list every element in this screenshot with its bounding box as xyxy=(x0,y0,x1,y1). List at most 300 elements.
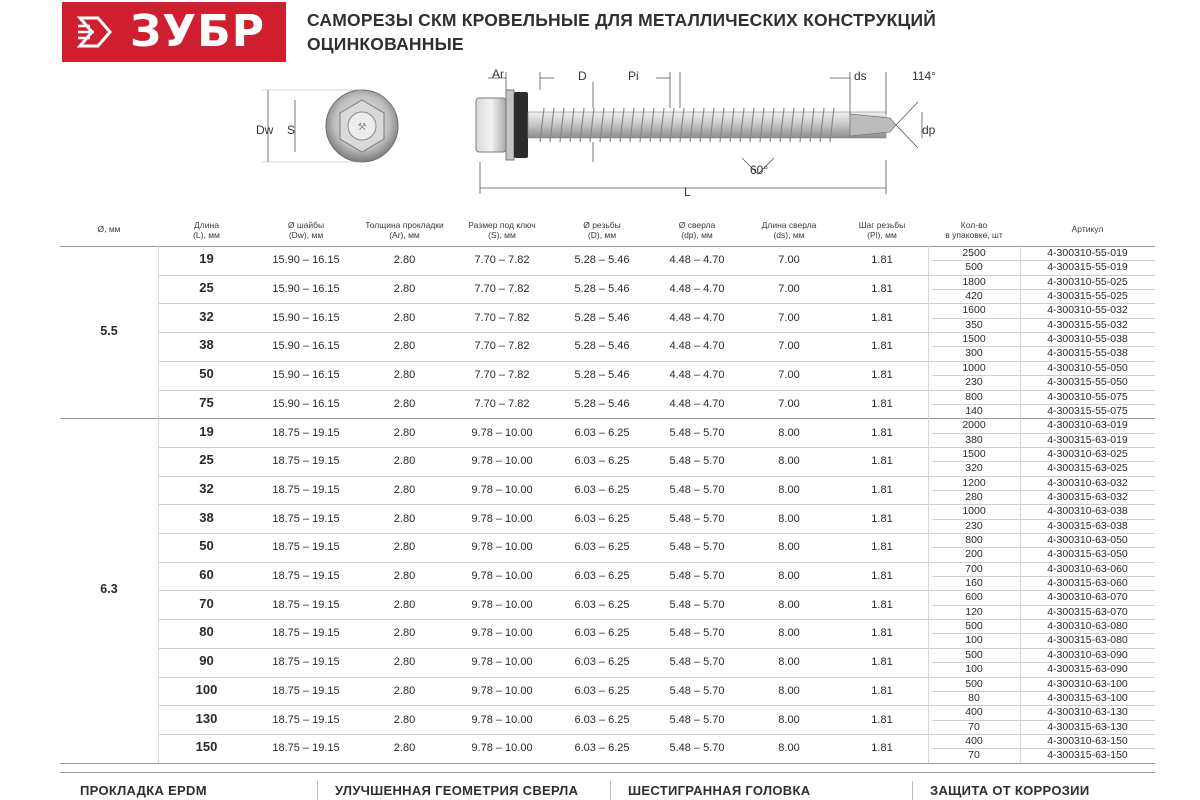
sku-cell: 4-300310-63-130 xyxy=(1047,706,1128,719)
drill-diameter-cell: 5.48 – 5.70 xyxy=(669,742,725,755)
row-divider xyxy=(932,691,1155,692)
column-header xyxy=(928,220,1020,240)
drill-diameter-cell: 5.48 – 5.70 xyxy=(669,713,725,726)
pack-qty-cell: 320 xyxy=(965,462,983,475)
washer-diameter-cell: 15.90 – 16.15 xyxy=(272,340,340,353)
washer-diameter-cell: 18.75 – 19.15 xyxy=(272,742,340,755)
drill-diameter-cell: 4.48 – 4.70 xyxy=(669,369,725,382)
sku-cell: 4-300310-63-100 xyxy=(1047,677,1128,690)
pack-qty-cell: 1600 xyxy=(962,304,986,317)
gasket-thickness-cell: 2.80 xyxy=(393,483,416,496)
drill-length-cell: 7.00 xyxy=(778,340,800,353)
thread-pitch-cell: 1.81 xyxy=(871,369,893,382)
column-divider xyxy=(928,246,929,763)
pack-qty-cell: 1800 xyxy=(962,275,986,288)
label-s: S xyxy=(287,123,296,137)
column-header-line-1: Толщина прокладки xyxy=(365,220,444,230)
feature-label: УЛУЧШЕННАЯ ГЕОМЕТРИЯ СВЕРЛА xyxy=(335,783,579,798)
thread-diameter-cell: 6.03 – 6.25 xyxy=(574,570,630,583)
pack-qty-cell: 500 xyxy=(965,677,983,690)
washer-diameter-cell: 15.90 – 16.15 xyxy=(272,283,340,296)
pack-qty-cell: 400 xyxy=(965,706,983,719)
drill-length-cell: 8.00 xyxy=(778,483,800,496)
table-header xyxy=(60,216,1155,246)
wrench-size-cell: 7.70 – 7.82 xyxy=(474,340,530,353)
feature-bar xyxy=(60,772,1155,800)
sku-cell: 4-300310-63-025 xyxy=(1047,447,1128,460)
length-cell: 25 xyxy=(199,280,214,296)
thread-diameter-cell: 6.03 – 6.25 xyxy=(574,483,630,496)
thread-diameter-cell: 5.28 – 5.46 xyxy=(574,397,630,410)
wrench-size-cell: 7.70 – 7.82 xyxy=(474,254,530,267)
wrench-size-cell: 7.70 – 7.82 xyxy=(474,311,530,324)
column-header-line-2: (Dw), мм xyxy=(288,230,324,240)
diameter-cell: 5.5 xyxy=(100,324,118,339)
column-header-line-2: в упаковке, шт xyxy=(945,230,1003,240)
sku-cell: 4-300315-63-130 xyxy=(1047,720,1128,733)
pack-qty-cell: 70 xyxy=(968,720,980,733)
length-cell: 19 xyxy=(199,251,214,267)
drill-length-cell: 8.00 xyxy=(778,684,800,697)
column-header-line-2: (S), мм xyxy=(488,230,516,240)
wrench-size-cell: 7.70 – 7.82 xyxy=(474,283,530,296)
column-header xyxy=(158,220,255,240)
gasket-thickness-cell: 2.80 xyxy=(393,455,416,468)
drill-diameter-cell: 4.48 – 4.70 xyxy=(669,283,725,296)
length-cell: 19 xyxy=(199,423,214,439)
length-cell: 38 xyxy=(199,509,214,525)
drill-diameter-cell: 5.48 – 5.70 xyxy=(669,598,725,611)
wrench-size-cell: 9.78 – 10.00 xyxy=(471,713,533,726)
wrench-size-cell: 9.78 – 10.00 xyxy=(471,684,533,697)
gasket-thickness-cell: 2.80 xyxy=(393,283,416,296)
wrench-size-cell: 7.70 – 7.82 xyxy=(474,369,530,382)
column-header-line-1: Ø резьбы xyxy=(583,220,621,230)
sku-cell: 4-300315-63-050 xyxy=(1047,548,1128,561)
drill-length-cell: 8.00 xyxy=(778,455,800,468)
drill-diameter-cell: 5.48 – 5.70 xyxy=(669,684,725,697)
svg-text:⚒: ⚒ xyxy=(357,122,367,133)
column-divider xyxy=(1020,246,1021,763)
label-d: D xyxy=(578,69,587,83)
pack-qty-cell: 500 xyxy=(965,648,983,661)
pack-qty-cell: 200 xyxy=(965,548,983,561)
sku-cell: 4-300310-63-150 xyxy=(1047,734,1128,747)
thread-pitch-cell: 1.81 xyxy=(871,455,893,468)
wrench-size-cell: 9.78 – 10.00 xyxy=(471,426,533,439)
pack-qty-cell: 300 xyxy=(965,347,983,360)
sku-cell: 4-300310-63-032 xyxy=(1047,476,1128,489)
pack-qty-cell: 100 xyxy=(965,634,983,647)
length-cell: 38 xyxy=(199,337,214,353)
sku-cell: 4-300310-63-060 xyxy=(1047,562,1128,575)
column-header-line-1: Ø сверла xyxy=(678,220,716,230)
label-angle-tip: 114° xyxy=(912,69,936,83)
sku-cell: 4-300310-63-090 xyxy=(1047,648,1128,661)
length-cell: 80 xyxy=(199,624,214,640)
sku-cell: 4-300315-63-060 xyxy=(1047,577,1128,590)
label-dw: Dw xyxy=(256,123,274,137)
thread-pitch-cell: 1.81 xyxy=(871,627,893,640)
drill-length-cell: 8.00 xyxy=(778,598,800,611)
column-header-line-1: Длина xyxy=(194,220,219,230)
gasket-thickness-cell: 2.80 xyxy=(393,311,416,324)
feature-divider xyxy=(610,781,611,800)
row-divider xyxy=(932,433,1155,434)
gasket-thickness-cell: 2.80 xyxy=(393,512,416,525)
gasket-thickness-cell: 2.80 xyxy=(393,656,416,669)
pack-qty-cell: 2000 xyxy=(962,419,986,432)
drill-diameter-cell: 4.48 – 4.70 xyxy=(669,311,725,324)
pack-qty-cell: 70 xyxy=(968,749,980,762)
drill-diameter-cell: 5.48 – 5.70 xyxy=(669,483,725,496)
row-divider xyxy=(932,289,1155,290)
washer-diameter-cell: 15.90 – 16.15 xyxy=(272,311,340,324)
length-cell: 32 xyxy=(199,480,214,496)
thread-diameter-cell: 6.03 – 6.25 xyxy=(574,426,630,439)
pack-qty-cell: 1000 xyxy=(962,505,986,518)
sku-cell: 4-300315-63-070 xyxy=(1047,605,1128,618)
drill-length-cell: 8.00 xyxy=(778,656,800,669)
wrench-size-cell: 9.78 – 10.00 xyxy=(471,570,533,583)
column-header-line-1: Артикул xyxy=(1071,224,1104,234)
title-line-2: ОЦИНКОВАННЫЕ xyxy=(307,34,464,54)
label-dp: dp xyxy=(922,123,936,137)
column-header xyxy=(357,220,452,240)
row-divider xyxy=(932,318,1155,319)
thread-pitch-cell: 1.81 xyxy=(871,570,893,583)
column-header xyxy=(652,220,742,240)
thread-pitch-cell: 1.81 xyxy=(871,742,893,755)
gasket-thickness-cell: 2.80 xyxy=(393,627,416,640)
pack-qty-cell: 380 xyxy=(965,433,983,446)
screw-side-view xyxy=(476,90,896,160)
gasket-thickness-cell: 2.80 xyxy=(393,541,416,554)
wrench-size-cell: 9.78 – 10.00 xyxy=(471,512,533,525)
thread-diameter-cell: 5.28 – 5.46 xyxy=(574,340,630,353)
sku-cell: 4-300310-63-019 xyxy=(1047,419,1128,432)
washer-diameter-cell: 18.75 – 19.15 xyxy=(272,512,340,525)
thread-pitch-cell: 1.81 xyxy=(871,713,893,726)
sku-cell: 4-300315-63-025 xyxy=(1047,462,1128,475)
drill-diameter-cell: 5.48 – 5.70 xyxy=(669,455,725,468)
length-cell: 32 xyxy=(199,308,214,324)
thread-pitch-cell: 1.81 xyxy=(871,397,893,410)
thread-pitch-cell: 1.81 xyxy=(871,598,893,611)
sku-cell: 4-300315-63-090 xyxy=(1047,663,1128,676)
column-header xyxy=(836,220,928,240)
drill-length-cell: 7.00 xyxy=(778,254,800,267)
feature-divider xyxy=(317,781,318,800)
thread-diameter-cell: 6.03 – 6.25 xyxy=(574,742,630,755)
gasket-thickness-cell: 2.80 xyxy=(393,369,416,382)
drill-length-cell: 8.00 xyxy=(778,426,800,439)
length-cell: 60 xyxy=(199,567,214,583)
column-header-line-1: Кол-во xyxy=(960,220,988,230)
drill-length-cell: 7.00 xyxy=(778,311,800,324)
length-cell: 50 xyxy=(199,366,214,382)
length-cell: 70 xyxy=(199,595,214,611)
washer-diameter-cell: 15.90 – 16.15 xyxy=(272,254,340,267)
row-divider xyxy=(932,260,1155,261)
drill-diameter-cell: 5.48 – 5.70 xyxy=(669,426,725,439)
column-header-line-2: (Pi), мм xyxy=(867,230,897,240)
drill-length-cell: 7.00 xyxy=(778,397,800,410)
washer-diameter-cell: 18.75 – 19.15 xyxy=(272,656,340,669)
thread-pitch-cell: 1.81 xyxy=(871,311,893,324)
sku-cell: 4-300315-63-150 xyxy=(1047,749,1128,762)
pack-qty-cell: 600 xyxy=(965,591,983,604)
column-header xyxy=(452,220,552,240)
thread-diameter-cell: 6.03 – 6.25 xyxy=(574,656,630,669)
column-header-line-1: Ø шайбы xyxy=(287,220,325,230)
feature-divider xyxy=(912,781,913,800)
column-header xyxy=(1020,224,1155,234)
drill-length-cell: 8.00 xyxy=(778,627,800,640)
row-divider xyxy=(932,346,1155,347)
column-header-line-2: (D), мм xyxy=(587,230,617,240)
row-divider xyxy=(932,490,1155,491)
row-divider xyxy=(932,404,1155,405)
wrench-size-cell: 7.70 – 7.82 xyxy=(474,397,530,410)
label-ds: ds xyxy=(854,69,867,83)
pack-qty-cell: 160 xyxy=(965,577,983,590)
label-angle-thread: 60° xyxy=(750,163,769,177)
sku-cell: 4-300310-55-032 xyxy=(1047,304,1128,317)
washer-diameter-cell: 18.75 – 19.15 xyxy=(272,483,340,496)
length-cell: 90 xyxy=(199,653,214,669)
row-divider xyxy=(932,720,1155,721)
wrench-size-cell: 9.78 – 10.00 xyxy=(471,455,533,468)
pack-qty-cell: 400 xyxy=(965,734,983,747)
brand-chevron-icon xyxy=(76,12,120,52)
washer-diameter-cell: 18.75 – 19.15 xyxy=(272,713,340,726)
sku-cell: 4-300315-63-100 xyxy=(1047,691,1128,704)
sku-cell: 4-300315-55-032 xyxy=(1047,318,1128,331)
washer-diameter-cell: 18.75 – 19.15 xyxy=(272,627,340,640)
label-l: L xyxy=(684,185,691,199)
column-header-line-1: Шаг резьбы xyxy=(858,220,906,230)
row-divider xyxy=(932,748,1155,749)
thread-diameter-cell: 5.28 – 5.46 xyxy=(574,369,630,382)
row-divider xyxy=(932,633,1155,634)
gasket-thickness-cell: 2.80 xyxy=(393,570,416,583)
washer-diameter-cell: 18.75 – 19.15 xyxy=(272,570,340,583)
pack-qty-cell: 230 xyxy=(965,376,983,389)
sku-cell: 4-300315-55-075 xyxy=(1047,404,1128,417)
length-cell: 150 xyxy=(195,739,218,755)
pack-qty-cell: 500 xyxy=(965,620,983,633)
washer-diameter-cell: 15.90 – 16.15 xyxy=(272,369,340,382)
gasket-thickness-cell: 2.80 xyxy=(393,684,416,697)
thread-pitch-cell: 1.81 xyxy=(871,340,893,353)
sku-cell: 4-300315-63-032 xyxy=(1047,490,1128,503)
thread-diameter-cell: 6.03 – 6.25 xyxy=(574,684,630,697)
drill-length-cell: 7.00 xyxy=(778,283,800,296)
thread-pitch-cell: 1.81 xyxy=(871,254,893,267)
drill-length-cell: 8.00 xyxy=(778,742,800,755)
sku-cell: 4-300310-63-038 xyxy=(1047,505,1128,518)
pack-qty-cell: 800 xyxy=(965,534,983,546)
column-header-line-1: Ø, мм xyxy=(97,224,121,234)
thread-diameter-cell: 6.03 – 6.25 xyxy=(574,512,630,525)
pack-qty-cell: 2500 xyxy=(962,247,986,259)
gasket-thickness-cell: 2.80 xyxy=(393,713,416,726)
length-cell: 25 xyxy=(199,452,214,468)
pack-qty-cell: 80 xyxy=(968,691,980,704)
feature-label: ЗАЩИТА ОТ КОРРОЗИИ xyxy=(930,783,1090,798)
sku-cell: 4-300310-55-025 xyxy=(1047,275,1128,288)
label-pi: Pi xyxy=(628,69,639,83)
column-header xyxy=(255,220,357,240)
label-ar: Ar xyxy=(492,67,504,81)
drill-length-cell: 8.00 xyxy=(778,512,800,525)
sku-cell: 4-300310-55-050 xyxy=(1047,361,1128,374)
thread-pitch-cell: 1.81 xyxy=(871,512,893,525)
screw-drawing xyxy=(250,62,970,212)
gasket-thickness-cell: 2.80 xyxy=(393,397,416,410)
pack-qty-cell: 1200 xyxy=(962,476,986,489)
brand-logo xyxy=(62,2,286,62)
pack-qty-cell: 420 xyxy=(965,290,983,303)
thread-diameter-cell: 6.03 – 6.25 xyxy=(574,713,630,726)
sku-cell: 4-300315-63-019 xyxy=(1047,433,1128,446)
gasket-thickness-cell: 2.80 xyxy=(393,340,416,353)
thread-pitch-cell: 1.81 xyxy=(871,684,893,697)
sku-cell: 4-300315-55-025 xyxy=(1047,290,1128,303)
title-line-1: САМОРЕЗЫ СКМ КРОВЕЛЬНЫЕ ДЛЯ МЕТАЛЛИЧЕСКИХ КОНСТРУКЦИЙ xyxy=(307,10,937,30)
drill-length-cell: 8.00 xyxy=(778,713,800,726)
wrench-size-cell: 9.78 – 10.00 xyxy=(471,742,533,755)
column-header-line-1: Длина сверла xyxy=(761,220,817,230)
sku-cell: 4-300310-55-075 xyxy=(1047,390,1128,403)
washer-diameter-cell: 15.90 – 16.15 xyxy=(272,397,340,410)
column-divider xyxy=(158,246,159,763)
thread-pitch-cell: 1.81 xyxy=(871,426,893,439)
feature-label: ШЕСТИГРАННАЯ ГОЛОВКА xyxy=(628,783,811,798)
pack-qty-cell: 1500 xyxy=(962,333,986,346)
washer-diameter-cell: 18.75 – 19.15 xyxy=(272,455,340,468)
diameter-cell: 6.3 xyxy=(100,582,118,597)
column-header xyxy=(60,224,158,234)
brand-name: ЗУБР xyxy=(130,6,265,57)
pack-qty-cell: 140 xyxy=(965,404,983,417)
thread-diameter-cell: 6.03 – 6.25 xyxy=(574,627,630,640)
wrench-size-cell: 9.78 – 10.00 xyxy=(471,483,533,496)
pack-qty-cell: 280 xyxy=(965,490,983,503)
feature-label: ПРОКЛАДКА EPDM xyxy=(80,783,207,798)
sku-cell: 4-300315-55-050 xyxy=(1047,376,1128,389)
drill-diameter-cell: 5.48 – 5.70 xyxy=(669,570,725,583)
column-header xyxy=(742,220,836,240)
length-cell: 50 xyxy=(199,538,214,554)
gasket-thickness-cell: 2.80 xyxy=(393,426,416,439)
column-header-line-2: (Ar), мм xyxy=(389,230,420,240)
drill-diameter-cell: 5.48 – 5.70 xyxy=(669,656,725,669)
thread-pitch-cell: 1.81 xyxy=(871,283,893,296)
drill-diameter-cell: 4.48 – 4.70 xyxy=(669,340,725,353)
column-header-line-2: (L), мм xyxy=(193,230,220,240)
drill-length-cell: 8.00 xyxy=(778,541,800,554)
washer-diameter-cell: 18.75 – 19.15 xyxy=(272,598,340,611)
thread-pitch-cell: 1.81 xyxy=(871,656,893,669)
column-header-line-2: (dp), мм xyxy=(681,230,713,240)
row-divider xyxy=(932,461,1155,462)
row-divider xyxy=(932,519,1155,520)
thread-pitch-cell: 1.81 xyxy=(871,483,893,496)
wrench-size-cell: 9.78 – 10.00 xyxy=(471,627,533,640)
sku-cell: 4-300310-63-080 xyxy=(1047,620,1128,633)
drill-length-cell: 7.00 xyxy=(778,369,800,382)
gasket-thickness-cell: 2.80 xyxy=(393,598,416,611)
wrench-size-cell: 9.78 – 10.00 xyxy=(471,541,533,554)
row-divider xyxy=(932,547,1155,548)
screw-front-view xyxy=(326,90,398,162)
drill-diameter-cell: 5.48 – 5.70 xyxy=(669,512,725,525)
sku-cell: 4-300315-55-019 xyxy=(1047,261,1128,274)
row-divider xyxy=(932,576,1155,577)
pack-qty-cell: 1500 xyxy=(962,447,986,460)
column-header-line-1: Размер под ключ xyxy=(468,220,536,230)
wrench-size-cell: 9.78 – 10.00 xyxy=(471,656,533,669)
length-cell: 100 xyxy=(195,681,218,697)
washer-diameter-cell: 18.75 – 19.15 xyxy=(272,684,340,697)
sku-cell: 4-300315-63-080 xyxy=(1047,634,1128,647)
gasket-thickness-cell: 2.80 xyxy=(393,742,416,755)
row-divider xyxy=(932,662,1155,663)
thread-diameter-cell: 5.28 – 5.46 xyxy=(574,254,630,267)
length-cell: 130 xyxy=(195,710,218,726)
drill-length-cell: 8.00 xyxy=(778,570,800,583)
thread-diameter-cell: 5.28 – 5.46 xyxy=(574,283,630,296)
sku-cell: 4-300310-55-019 xyxy=(1047,247,1128,259)
pack-qty-cell: 230 xyxy=(965,519,983,532)
wrench-size-cell: 9.78 – 10.00 xyxy=(471,598,533,611)
length-cell: 75 xyxy=(199,394,214,410)
sku-cell: 4-300315-63-038 xyxy=(1047,519,1128,532)
drill-diameter-cell: 4.48 – 4.70 xyxy=(669,254,725,267)
pack-qty-cell: 800 xyxy=(965,390,983,403)
pack-qty-cell: 700 xyxy=(965,562,983,575)
pack-qty-cell: 500 xyxy=(965,261,983,274)
sku-cell: 4-300310-63-050 xyxy=(1047,534,1128,546)
pack-qty-cell: 100 xyxy=(965,663,983,676)
thread-diameter-cell: 6.03 – 6.25 xyxy=(574,455,630,468)
thread-diameter-cell: 6.03 – 6.25 xyxy=(574,541,630,554)
pack-qty-cell: 350 xyxy=(965,318,983,331)
column-header-line-2: (ds), мм xyxy=(773,230,805,240)
sku-cell: 4-300310-55-038 xyxy=(1047,333,1128,346)
gasket-thickness-cell: 2.80 xyxy=(393,254,416,267)
drill-diameter-cell: 5.48 – 5.70 xyxy=(669,541,725,554)
sku-cell: 4-300315-55-038 xyxy=(1047,347,1128,360)
pack-qty-cell: 120 xyxy=(965,605,983,618)
row-divider xyxy=(60,763,1155,764)
washer-diameter-cell: 18.75 – 19.15 xyxy=(272,541,340,554)
thread-diameter-cell: 6.03 – 6.25 xyxy=(574,598,630,611)
drill-diameter-cell: 5.48 – 5.70 xyxy=(669,627,725,640)
washer-diameter-cell: 18.75 – 19.15 xyxy=(272,426,340,439)
thread-pitch-cell: 1.81 xyxy=(871,541,893,554)
column-header xyxy=(552,220,652,240)
drill-diameter-cell: 4.48 – 4.70 xyxy=(669,397,725,410)
row-divider xyxy=(932,605,1155,606)
pack-qty-cell: 1000 xyxy=(962,361,986,374)
row-divider xyxy=(932,375,1155,376)
sku-cell: 4-300310-63-070 xyxy=(1047,591,1128,604)
page-title xyxy=(307,8,967,56)
thread-diameter-cell: 5.28 – 5.46 xyxy=(574,311,630,324)
